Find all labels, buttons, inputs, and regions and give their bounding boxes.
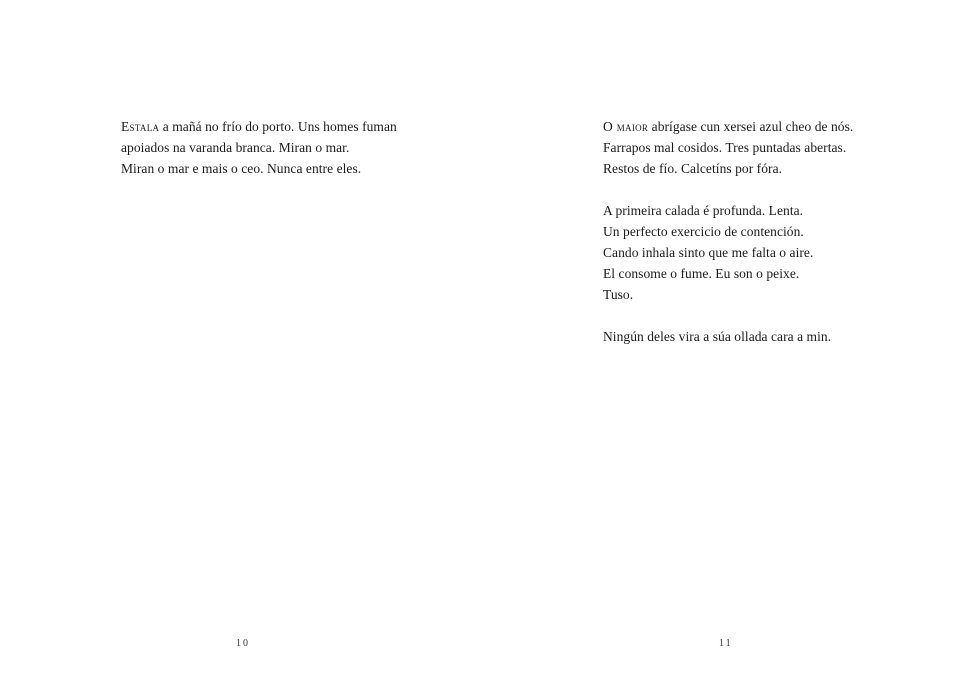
left-line-1 (121, 116, 461, 137)
right-text-block (603, 116, 948, 347)
right-stanza-2 (603, 200, 948, 305)
left-line-3: Miran o mar e mais o ceo. Nunca entre eles. (121, 161, 362, 176)
left-lead-smallcaps: Estala (121, 119, 160, 134)
right-stanza-3 (603, 326, 948, 347)
right-s2-line-4: El consome o fume. Eu son o peixe. (603, 266, 800, 281)
left-stanza (121, 116, 461, 179)
right-page-number: 11 (719, 638, 733, 649)
right-s2-line-3: Cando inhala sinto que me falta o aire. (603, 245, 814, 260)
left-line-2: apoiados na varanda branca. Miran o mar. (121, 140, 350, 155)
right-s2-line-2: Un perfecto exercicio de contención. (603, 224, 804, 239)
left-text-block (121, 116, 461, 179)
right-s2-line-1: A primeira calada é profunda. Lenta. (603, 203, 804, 218)
right-s1-line-2: Farrapos mal cosidos. Tres puntadas abertas. (603, 140, 847, 155)
left-page-number: 10 (236, 638, 250, 649)
right-s2-line-5: Tuso. (603, 287, 634, 302)
right-s1-line-3: Restos de fío. Calcetíns por fóra. (603, 161, 783, 176)
right-s3-line-1: Ningún deles vira a súa ollada cara a min. (603, 329, 832, 344)
right-s1-line-1-text: abrígase cun xersei azul cheo de nós. (648, 119, 854, 134)
right-page (483, 0, 966, 700)
right-s1-line-1 (603, 116, 948, 137)
left-line-1-text: a mañá no frío do porto. Uns homes fuman (159, 119, 397, 134)
right-lead-smallcaps: O maior (603, 119, 649, 134)
right-stanza-1 (603, 116, 948, 179)
